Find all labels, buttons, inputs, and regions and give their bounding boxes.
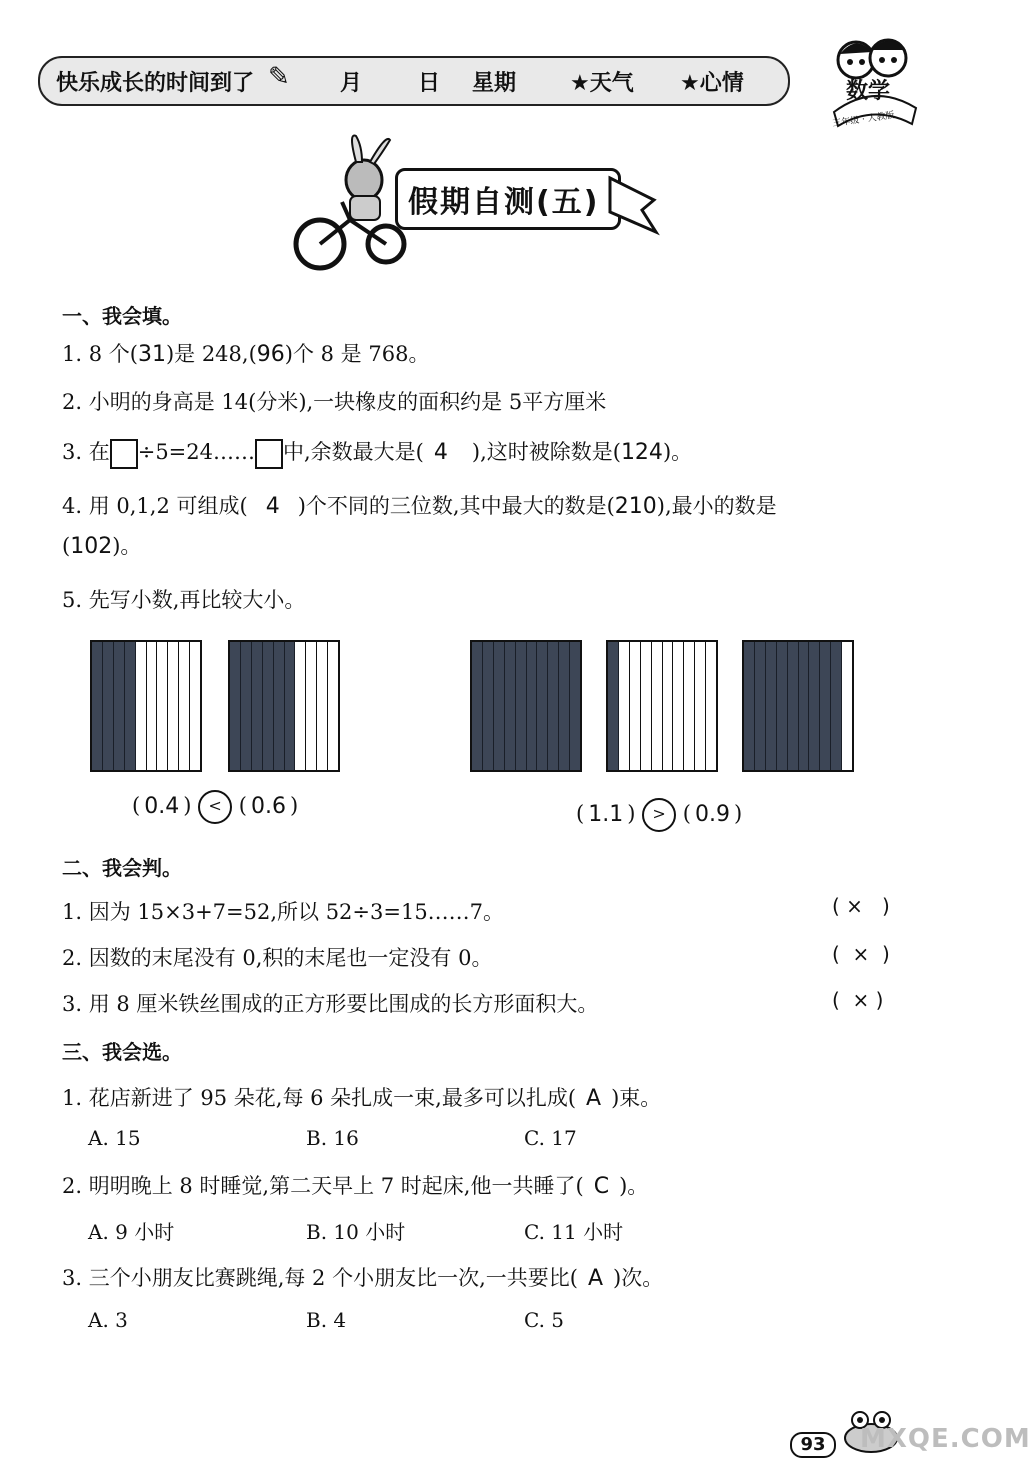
test-title-banner: [395, 168, 621, 230]
blank-tenth: [317, 642, 328, 770]
q4-text-b: )个不同的三位数,其中最大的数是(: [297, 494, 615, 518]
blank-tenth: [842, 642, 852, 770]
judge-answer-1: ( × ): [832, 894, 890, 918]
q2-text-a: 2. 小明的身高是 14(: [62, 390, 257, 414]
judge-mark-3: ×: [852, 988, 870, 1012]
choice-2-text-a: 2. 明明晚上 8 时睡觉,第二天早上 7 时起床,他一共睡了(: [62, 1174, 584, 1198]
blank-tenth: [673, 642, 684, 770]
choice-2-option-b: B. 10 小时: [306, 1220, 406, 1244]
compare-2-left: 1.1: [588, 801, 624, 827]
q3-text-d: ),这时被除数是(: [471, 440, 621, 464]
watermark: MXQE.COM: [860, 1424, 1031, 1454]
section1-title: 一、我会填。: [62, 304, 182, 328]
judge-mark-2: ×: [852, 942, 870, 966]
shaded-tenth: [831, 642, 842, 770]
q4-text-a: 4. 用 0,1,2 可组成(: [62, 494, 248, 518]
question-1-5: 5. 先写小数,再比较大小。: [62, 588, 306, 612]
q2-answer-1: 分米: [256, 390, 299, 414]
test-title: 假期自测(五): [408, 185, 600, 220]
shaded-tenth: [788, 642, 799, 770]
choice-2-option-c: C. 11 小时: [524, 1220, 624, 1244]
grade-tag: 三年级 · 人教版: [831, 110, 896, 130]
blank-tenth: [136, 642, 147, 770]
q3-text-a: 3. 在: [62, 440, 110, 464]
header-weather: ★天气: [570, 71, 634, 96]
choice-1-text-b: )束。: [611, 1086, 662, 1110]
question-1-1: [62, 338, 429, 368]
blank-tenth: [684, 642, 695, 770]
q3-text-c: 中,余数最大是(: [283, 440, 424, 464]
judge-answer-2: ( × ): [832, 942, 890, 966]
choice-1-text-a: 1. 花店新进了 95 朵花,每 6 朵扎成一束,最多可以扎成(: [62, 1086, 577, 1110]
blank-tenth: [630, 642, 641, 770]
tenths-grid: [90, 640, 202, 772]
shaded-tenth: [505, 642, 516, 770]
judge-item-2: 2. 因数的末尾没有 0,积的末尾也一定没有 0。: [62, 946, 493, 970]
blank-tenth: [619, 642, 630, 770]
shaded-tenth: [263, 642, 274, 770]
blank-tenth: [652, 642, 663, 770]
shaded-tenth: [548, 642, 559, 770]
q2-text-b: ),一块橡皮的面积约是 5: [298, 390, 523, 414]
blank-tenth: [695, 642, 706, 770]
section3-title: 三、我会选。: [62, 1040, 182, 1064]
tenths-grid: [470, 640, 582, 772]
header-day: 日: [418, 71, 441, 96]
shaded-tenth: [494, 642, 505, 770]
shaded-tenth: [114, 642, 125, 770]
tenths-grid: [742, 640, 854, 772]
q4-text-c: ),最小的数是: [656, 494, 777, 518]
ribbon-tail-icon: [606, 170, 662, 240]
header-slogan: 快乐成长的时间到了: [56, 71, 255, 96]
shaded-tenth: [809, 642, 820, 770]
q1-text-a: 1. 8 个(: [62, 342, 138, 366]
section2-title: 二、我会判。: [62, 856, 182, 880]
pencil-icon: ✎: [268, 62, 290, 92]
q4-answer-1: 4: [265, 494, 280, 519]
shaded-tenth: [527, 642, 538, 770]
choice-3-option-b: B. 4: [306, 1308, 347, 1332]
shaded-tenth: [820, 642, 831, 770]
blank-tenth: [306, 642, 317, 770]
shaded-tenth: [516, 642, 527, 770]
judge-mark-1: ×: [846, 894, 863, 918]
choice-1-option-c: C. 17: [524, 1126, 577, 1150]
compare-2-right: 0.9: [694, 801, 730, 827]
shaded-tenth: [285, 642, 296, 770]
blank-tenth: [706, 642, 716, 770]
question-1-4-cont: [62, 530, 141, 560]
q3-text-b: ÷5=24……: [137, 440, 255, 464]
blank-tenth: [147, 642, 158, 770]
shaded-tenth: [570, 642, 580, 770]
blank-tenth: [663, 642, 674, 770]
blank-box: [255, 439, 283, 469]
compare-circle: <: [198, 790, 232, 824]
blank-box: [110, 439, 138, 469]
judge-answer-3: ( × ): [832, 988, 884, 1012]
shaded-tenth: [766, 642, 777, 770]
header-month: 月: [340, 71, 363, 96]
blank-tenth: [179, 642, 190, 770]
subject-label: 数学: [846, 79, 891, 104]
choice-3-option-c: C. 5: [524, 1308, 565, 1332]
q1-answer-1: 31: [137, 342, 166, 367]
shaded-tenth: [230, 642, 241, 770]
choice-2-text-b: )。: [619, 1174, 649, 1198]
q3-answer-1: 4: [433, 440, 448, 465]
blank-tenth: [157, 642, 168, 770]
choice-question-3: [62, 1262, 663, 1292]
header-weekday: 星期: [472, 71, 517, 96]
choice-1-answer: A: [586, 1086, 602, 1111]
compare-2: ( 1.1 ) > ( 0.9 ): [576, 798, 742, 832]
q4-text-d: (: [62, 534, 71, 558]
q1-text-b: )是 248,(: [165, 342, 257, 366]
q1-answer-2: 96: [256, 342, 285, 367]
blank-tenth: [328, 642, 338, 770]
blank-tenth: [295, 642, 306, 770]
question-1-2: [62, 386, 606, 416]
choice-3-option-a: A. 3: [88, 1308, 128, 1332]
shaded-tenth: [744, 642, 755, 770]
header-mood: ★心情: [680, 71, 744, 96]
shaded-tenth: [241, 642, 252, 770]
choice-3-text-a: 3. 三个小朋友比赛跳绳,每 2 个小朋友比一次,一共要比(: [62, 1266, 578, 1290]
choice-2-answer: C: [593, 1174, 610, 1199]
choice-1-option-a: A. 15: [88, 1126, 141, 1150]
choice-3-text-b: )次。: [613, 1266, 664, 1290]
shaded-tenth: [274, 642, 285, 770]
choice-3-answer: A: [587, 1266, 604, 1291]
shaded-tenth: [125, 642, 136, 770]
tenths-grid: [228, 640, 340, 772]
judge-item-3: 3. 用 8 厘米铁丝围成的正方形要比围成的长方形面积大。: [62, 992, 599, 1016]
q1-text-c: )个 8 是 768。: [284, 342, 430, 366]
shaded-tenth: [559, 642, 570, 770]
compare-circle: >: [642, 798, 676, 832]
compare-1-left: 0.4: [144, 793, 180, 819]
compare-1-right: 0.6: [250, 793, 286, 819]
question-1-3: [62, 436, 692, 469]
choice-1-option-b: B. 16: [306, 1126, 359, 1150]
blank-tenth: [168, 642, 179, 770]
question-1-4: [62, 490, 777, 520]
rabbit-bicycle-icon: [290, 132, 410, 272]
shaded-tenth: [252, 642, 263, 770]
page-number: 93: [790, 1432, 836, 1458]
q3-answer-2: 124: [620, 440, 663, 465]
shaded-tenth: [777, 642, 788, 770]
blank-tenth: [190, 642, 200, 770]
q2-answer-2: 平方厘米: [522, 390, 607, 414]
shaded-tenth: [472, 642, 483, 770]
choice-question-1: [62, 1082, 661, 1112]
q4-answer-3: 102: [70, 534, 113, 559]
q4-text-e: )。: [112, 534, 142, 558]
shaded-tenth: [92, 642, 103, 770]
shaded-tenth: [755, 642, 766, 770]
choice-question-2: [62, 1170, 648, 1200]
shaded-tenth: [483, 642, 494, 770]
shaded-tenth: [103, 642, 114, 770]
compare-1: ( 0.4 ) < ( 0.6 ): [132, 790, 298, 824]
tenths-grid: [606, 640, 718, 772]
shaded-tenth: [537, 642, 548, 770]
header-bar: [38, 56, 790, 106]
blank-tenth: [641, 642, 652, 770]
q4-answer-2: 210: [614, 494, 657, 519]
choice-2-option-a: A. 9 小时: [88, 1220, 175, 1244]
shaded-tenth: [799, 642, 810, 770]
judge-item-1: 1. 因为 15×3+7=52,所以 52÷3=15……7。: [62, 900, 505, 924]
shaded-tenth: [608, 642, 619, 770]
q3-text-e: )。: [662, 440, 693, 464]
mascot-badge: [826, 32, 922, 128]
